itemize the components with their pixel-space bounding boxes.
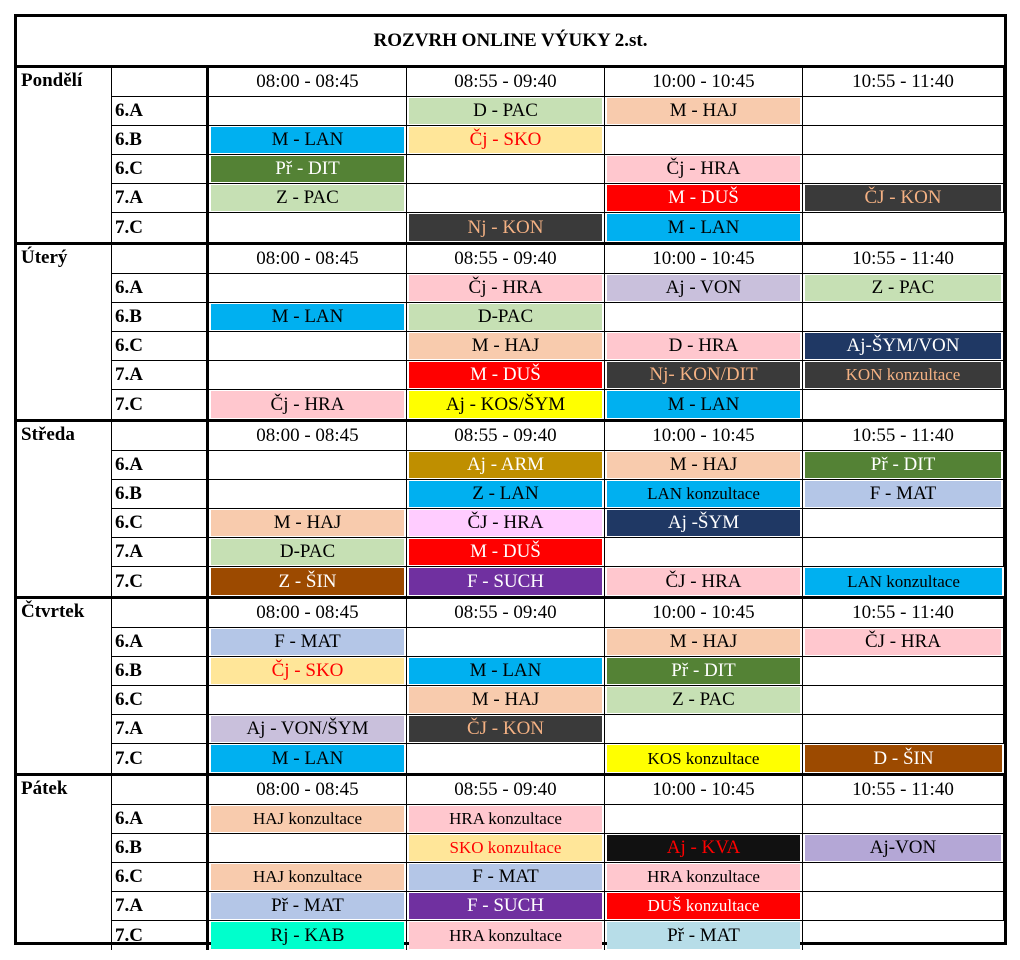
lesson-cell (407, 213, 605, 242)
lesson-label: M - LAN (607, 391, 800, 418)
lesson-cell (209, 97, 407, 126)
lesson-label: Nj- KON/DIT (607, 362, 800, 388)
lesson-cell (209, 657, 407, 686)
lesson-cell (803, 332, 1004, 361)
lesson-label: Rj - KAB (211, 922, 404, 949)
lesson-label: Př - DIT (607, 658, 800, 684)
lesson-cell (407, 805, 605, 834)
lesson-label: HRA konzultace (607, 864, 800, 890)
lesson-cell (803, 155, 1004, 184)
lesson-cell (209, 805, 407, 834)
lesson-label: D - PAC (409, 98, 602, 124)
lesson-label: Aj -ŠYM (607, 510, 800, 536)
lesson-label: Z - PAC (211, 185, 404, 211)
lesson-cell (803, 480, 1004, 509)
lesson-cell (803, 303, 1004, 332)
lesson-cell (605, 834, 803, 863)
lesson-cell (209, 332, 407, 361)
lesson-label: Čj - HRA (211, 391, 404, 418)
lesson-label: M - LAN (211, 304, 404, 330)
lesson-cell (605, 155, 803, 184)
lesson-cell (209, 686, 407, 715)
class-label: 6.A (112, 451, 209, 480)
day-name: Úterý (17, 245, 112, 419)
class-label: 7.C (112, 213, 209, 242)
lesson-cell (605, 921, 803, 950)
day-block (17, 68, 1004, 245)
lesson-cell (605, 805, 803, 834)
lesson-cell (209, 892, 407, 921)
lesson-cell (803, 126, 1004, 155)
lesson-label: M - HAJ (607, 629, 800, 655)
day-block (17, 599, 1004, 776)
time-slot-header: 08:00 - 08:45 (209, 68, 407, 97)
class-label: 6.A (112, 274, 209, 303)
time-slot-header: 08:55 - 09:40 (407, 599, 605, 628)
lesson-cell (209, 451, 407, 480)
class-label: 6.B (112, 657, 209, 686)
lesson-label: Aj - VON/ŠYM (211, 716, 404, 742)
lesson-cell (803, 921, 1004, 950)
lesson-cell (407, 921, 605, 950)
lesson-label: ČJ - HRA (607, 568, 800, 595)
class-label: 6.A (112, 97, 209, 126)
page-title: ROZVRH ONLINE VÝUKY 2.st. (17, 17, 1004, 68)
time-slot-header: 08:55 - 09:40 (407, 245, 605, 274)
lesson-label: ČJ - KON (409, 716, 602, 742)
lesson-label: Z - PAC (607, 687, 800, 713)
lesson-label: M - LAN (409, 658, 602, 684)
lesson-label: Aj - KVA (607, 835, 800, 861)
lesson-cell (209, 274, 407, 303)
lesson-cell (407, 97, 605, 126)
lesson-label: Čj - HRA (607, 156, 800, 182)
class-label: 6.C (112, 863, 209, 892)
lesson-label: Z - ŠIN (211, 568, 404, 595)
lesson-cell (407, 390, 605, 419)
lesson-cell (407, 126, 605, 155)
lesson-label: M - HAJ (607, 452, 800, 478)
lesson-label: ČJ - HRA (409, 510, 602, 536)
time-slot-header: 10:55 - 11:40 (803, 245, 1004, 274)
class-label: 6.B (112, 834, 209, 863)
lesson-cell (407, 274, 605, 303)
lesson-label: F - SUCH (409, 568, 602, 595)
lesson-label: M - LAN (607, 214, 800, 241)
class-label: 6.C (112, 155, 209, 184)
time-slot-header: 10:55 - 11:40 (803, 68, 1004, 97)
day-name: Středa (17, 422, 112, 596)
class-header-cell (112, 422, 209, 451)
lesson-label: F - SUCH (409, 893, 602, 919)
lesson-cell (605, 361, 803, 390)
day-name: Čtvrtek (17, 599, 112, 773)
timetable-days (17, 68, 1004, 950)
class-label: 7.C (112, 390, 209, 419)
lesson-label: F - MAT (805, 481, 1001, 507)
time-slot-header: 10:00 - 10:45 (605, 599, 803, 628)
class-label: 6.C (112, 686, 209, 715)
lesson-cell (407, 451, 605, 480)
lesson-cell (407, 863, 605, 892)
lesson-label: Nj - KON (409, 214, 602, 241)
lesson-cell (209, 538, 407, 567)
lesson-cell (605, 184, 803, 213)
lesson-label: M - LAN (211, 745, 404, 772)
lesson-cell (605, 390, 803, 419)
lesson-label: M - DUŠ (409, 539, 602, 565)
lesson-cell (605, 509, 803, 538)
lesson-cell (407, 834, 605, 863)
lesson-cell (803, 509, 1004, 538)
day-name: Pondělí (17, 68, 112, 242)
lesson-label: Př - DIT (211, 156, 404, 182)
lesson-cell (605, 303, 803, 332)
day-block (17, 245, 1004, 422)
lesson-cell (407, 509, 605, 538)
lesson-cell (209, 126, 407, 155)
lesson-cell (803, 361, 1004, 390)
lesson-cell (605, 480, 803, 509)
class-label: 6.A (112, 805, 209, 834)
class-label: 7.C (112, 921, 209, 950)
class-header-cell (112, 599, 209, 628)
time-slot-header: 10:55 - 11:40 (803, 422, 1004, 451)
class-label: 7.A (112, 892, 209, 921)
lesson-label: SKO konzultace (409, 835, 602, 861)
lesson-cell (407, 744, 605, 773)
class-label: 6.B (112, 126, 209, 155)
lesson-label: DUŠ konzultace (607, 893, 800, 919)
time-slot-header: 10:00 - 10:45 (605, 245, 803, 274)
lesson-label: LAN konzultace (607, 481, 800, 507)
lesson-cell (803, 744, 1004, 773)
lesson-cell (407, 892, 605, 921)
time-slot-header: 08:55 - 09:40 (407, 422, 605, 451)
lesson-label: Aj - ARM (409, 452, 602, 478)
lesson-cell (605, 892, 803, 921)
lesson-label: D - ŠIN (805, 745, 1002, 772)
lesson-label: D - HRA (607, 333, 800, 359)
lesson-cell (407, 332, 605, 361)
lesson-cell (605, 567, 803, 596)
class-label: 6.B (112, 480, 209, 509)
lesson-label: HAJ konzultace (211, 806, 404, 832)
lesson-cell (407, 628, 605, 657)
lesson-cell (803, 538, 1004, 567)
time-slot-header: 10:00 - 10:45 (605, 422, 803, 451)
lesson-cell (605, 744, 803, 773)
class-header-cell (112, 245, 209, 274)
lesson-label: Aj - VON (607, 275, 800, 301)
lesson-cell (803, 628, 1004, 657)
lesson-cell (209, 390, 407, 419)
lesson-cell (803, 213, 1004, 242)
lesson-cell (209, 567, 407, 596)
lesson-label: HRA konzultace (409, 922, 602, 949)
lesson-label: Př - MAT (211, 893, 404, 919)
lesson-label: M - HAJ (409, 687, 602, 713)
lesson-cell (605, 126, 803, 155)
class-label: 7.A (112, 184, 209, 213)
lesson-label: Aj-ŠYM/VON (805, 333, 1001, 359)
lesson-label: M - HAJ (607, 98, 800, 124)
class-label: 7.C (112, 567, 209, 596)
lesson-cell (803, 715, 1004, 744)
lesson-cell (407, 686, 605, 715)
lesson-cell (209, 480, 407, 509)
lesson-cell (605, 863, 803, 892)
day-block (17, 422, 1004, 599)
lesson-cell (407, 155, 605, 184)
lesson-cell (407, 538, 605, 567)
lesson-label: F - MAT (409, 864, 602, 890)
timetable-sheet (14, 14, 1007, 945)
lesson-label: M - DUŠ (607, 185, 800, 211)
lesson-label: Čj - SKO (409, 127, 602, 153)
lesson-label: Z - LAN (409, 481, 602, 507)
lesson-cell (407, 303, 605, 332)
lesson-label: Z - PAC (805, 275, 1001, 301)
lesson-cell (605, 97, 803, 126)
time-slot-header: 08:55 - 09:40 (407, 68, 605, 97)
lesson-label: HAJ konzultace (211, 864, 404, 890)
lesson-label: Čj - HRA (409, 275, 602, 301)
lesson-cell (407, 361, 605, 390)
lesson-label: ČJ - KON (805, 185, 1001, 211)
class-label: 7.C (112, 744, 209, 773)
lesson-cell (605, 686, 803, 715)
lesson-cell (803, 892, 1004, 921)
lesson-label: Př - DIT (805, 452, 1001, 478)
lesson-label: M - HAJ (409, 333, 602, 359)
lesson-cell (407, 480, 605, 509)
lesson-cell (209, 834, 407, 863)
lesson-cell (209, 361, 407, 390)
lesson-cell (605, 657, 803, 686)
lesson-label: KON konzultace (805, 362, 1001, 388)
time-slot-header: 08:55 - 09:40 (407, 776, 605, 805)
lesson-cell (605, 538, 803, 567)
lesson-cell (605, 332, 803, 361)
time-slot-header: 10:00 - 10:45 (605, 68, 803, 97)
lesson-cell (209, 628, 407, 657)
class-label: 7.A (112, 361, 209, 390)
lesson-label: Aj-VON (805, 835, 1001, 861)
class-label: 6.C (112, 509, 209, 538)
lesson-label: M - LAN (211, 127, 404, 153)
lesson-label: KOS konzultace (607, 745, 800, 772)
time-slot-header: 08:00 - 08:45 (209, 599, 407, 628)
lesson-label: Př - MAT (607, 922, 800, 949)
lesson-cell (407, 715, 605, 744)
class-label: 6.A (112, 628, 209, 657)
class-label: 6.B (112, 303, 209, 332)
lesson-label: D-PAC (211, 539, 404, 565)
time-slot-header: 10:55 - 11:40 (803, 599, 1004, 628)
lesson-label: LAN konzultace (805, 568, 1002, 595)
lesson-cell (803, 184, 1004, 213)
lesson-label: Aj - KOS/ŠYM (409, 391, 602, 418)
lesson-label: M - HAJ (211, 510, 404, 536)
lesson-cell (209, 715, 407, 744)
lesson-cell (209, 303, 407, 332)
lesson-cell (605, 451, 803, 480)
lesson-label: Čj - SKO (211, 658, 404, 684)
lesson-label: F - MAT (211, 629, 404, 655)
lesson-cell (209, 509, 407, 538)
lesson-cell (803, 274, 1004, 303)
lesson-cell (209, 213, 407, 242)
time-slot-header: 10:55 - 11:40 (803, 776, 1004, 805)
time-slot-header: 10:00 - 10:45 (605, 776, 803, 805)
class-header-cell (112, 776, 209, 805)
lesson-cell (209, 744, 407, 773)
lesson-cell (209, 155, 407, 184)
lesson-cell (209, 184, 407, 213)
class-label: 7.A (112, 538, 209, 567)
lesson-cell (605, 274, 803, 303)
day-block (17, 776, 1004, 950)
lesson-cell (407, 657, 605, 686)
lesson-cell (803, 805, 1004, 834)
lesson-cell (803, 97, 1004, 126)
lesson-cell (803, 567, 1004, 596)
lesson-label: HRA konzultace (409, 806, 602, 832)
lesson-cell (407, 567, 605, 596)
lesson-label: D-PAC (409, 304, 602, 330)
lesson-label: ČJ - HRA (805, 629, 1001, 655)
lesson-cell (803, 863, 1004, 892)
lesson-cell (803, 686, 1004, 715)
time-slot-header: 08:00 - 08:45 (209, 776, 407, 805)
time-slot-header: 08:00 - 08:45 (209, 422, 407, 451)
lesson-cell (209, 921, 407, 950)
class-label: 7.A (112, 715, 209, 744)
lesson-cell (803, 657, 1004, 686)
lesson-cell (209, 863, 407, 892)
lesson-label: M - DUŠ (409, 362, 602, 388)
lesson-cell (803, 451, 1004, 480)
class-label: 6.C (112, 332, 209, 361)
time-slot-header: 08:00 - 08:45 (209, 245, 407, 274)
day-name: Pátek (17, 776, 112, 950)
lesson-cell (407, 184, 605, 213)
lesson-cell (605, 628, 803, 657)
lesson-cell (803, 834, 1004, 863)
class-header-cell (112, 68, 209, 97)
lesson-cell (803, 390, 1004, 419)
lesson-cell (605, 213, 803, 242)
lesson-cell (605, 715, 803, 744)
